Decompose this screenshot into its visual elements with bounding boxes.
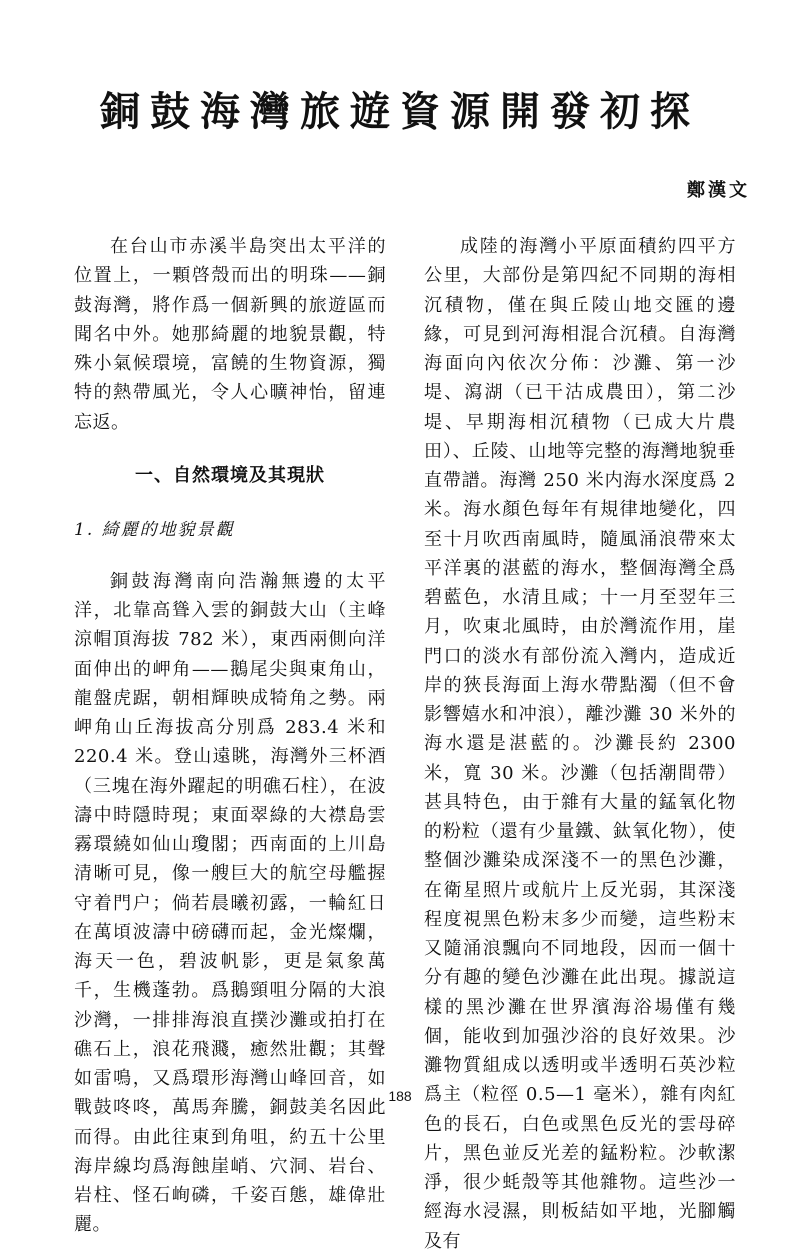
article-title: 銅鼓海灣旅遊資源開發初探 xyxy=(100,88,700,135)
intro-paragraph: 在台山市赤溪半島突出太平洋的位置上，一顆啓殼而出的明珠——銅鼓海灣，將作爲一個新興的旅遊區而聞名中外。她那綺麗的地貌景觀，特殊小氣候環境，富饒的生物資源，獨特的熱帶風光，令人心曠神怡，留連忘返。 xyxy=(74,236,386,433)
body-paragraph: 銅鼓海灣南向浩瀚無邊的太平洋，北靠高聳入雲的銅鼓大山（主峰涼帽頂海拔 782 米），東西兩側向洋面伸出的岬角——鵝尾尖與東角山，龍盤虎踞，朝相輝映成犄角之勢。兩岬角山丘海拔高分別爲 283.4 米和 220.4 米。登山遠眺，海灣外三杯酒（三塊在海外躍起的明礁石柱），在波濤中時隱時現；東面翠綠的大襟島雲霧環繞如仙山瓊閣；西南面的上川島清晰可見，像一艘巨大的航空母艦握守着門户；倘若晨曦初露，一輪紅日在萬頃波濤中磅礴而起，金光燦爛，海天一色，碧波帆影，更是氣象萬千，生機蓬勃。爲鵝頸咀分隔的大浪沙灣，一排排海浪直撲沙灘或拍打在礁石上，浪花飛濺，癒然壯觀；其聲如雷鳴，又爲環形海灣山峰回音，如戰鼓咚咚，萬馬奔騰，銅鼓美名因此而得。由此往東到角咀，約五十公里海岸線均爲海蝕崖峭、穴洞、岩台、岩柱、怪石峋磷，千姿百態，雄偉壯麗。 xyxy=(74,570,386,1236)
page-number: 188 xyxy=(388,1088,412,1104)
article-author: 鄭漢文 xyxy=(687,180,750,201)
sub-heading: 1. 綺麗的地貌景觀 xyxy=(74,519,235,540)
body-paragraph-continued: 成陸的海灣小平原面積約四平方公里，大部份是第四紀不同期的海相沉積物，僅在與丘陵山地交匯的邊緣，可見到河海相混合沉積。自海灣海面向內依次分佈：沙灘、第一沙堤、瀉湖（已干沽成農田），第二沙堤、早期海相沉積物（已成大片農田）、丘陵、山地等完整的海灣地貌垂直帶譜。海灣 250 米内海水深度爲 2 米。海水顏色每年有規律地變化，四至十月吹西南風時，隨風涌浪帶來太平洋裏的湛藍的海水，整個海灣全爲碧藍色，水清且咸；十一月至翌年三月，吹東北風時，由於灣流作用，崖門口的淡水有部份流入灣内，造成近岸的狹長海面上海水帶點濁（但不會影響嬉水和冲浪），離沙灘 30 米外的海水還是湛藍的。沙灘長約 2300 米，寬 30 米。沙灘（包括潮間帶）甚具特色，由于雜有大量的錳氧化物的粉粒（還有少量鐵、鈦氧化物），使整個沙灘染成深淺不一的黑色沙灘，在衛星照片或航片上反光弱，其深淺程度視黑色粉末多少而變，這些粉末又隨涌浪飄向不同地段，因而一個十分有趣的變色沙灘在此出現。據説這樣的黑沙灘在世界濱海浴場僅有幾個，能收到加强沙浴的良好效果。沙灘物質組成以透明或半透明石英沙粒爲主（粒徑 0.5—1 毫米），雜有肉紅色的長石，白色或黑色反光的雲母碎片，黑色並反光差的錳粉粒。沙軟潔淨，很少蚝殼等其他雜物。這些沙一經海水浸濕，則板結如平地，光腳觸及有 xyxy=(424,236,736,1252)
section-heading: 一、自然環境及其現狀 xyxy=(135,464,325,486)
